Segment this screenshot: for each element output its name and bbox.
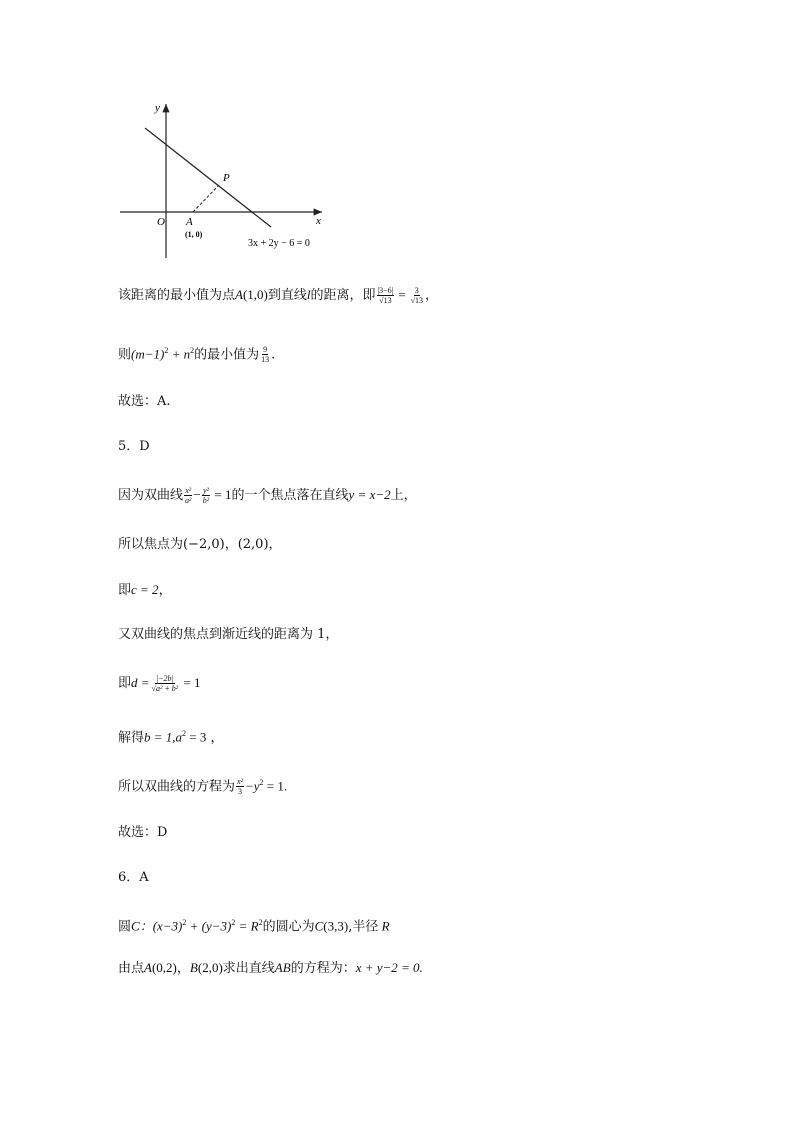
superscript: 2 — [182, 918, 187, 927]
text-line-9 — [118, 673, 200, 694]
text: 即 — [118, 583, 132, 598]
fraction — [377, 286, 395, 305]
math: AB — [274, 960, 291, 975]
text: 因为双曲线 — [118, 488, 184, 503]
superscript: 2 — [164, 346, 169, 355]
math: c = 2 — [131, 582, 159, 597]
math: = 1 — [180, 675, 201, 690]
text-line-5 — [118, 485, 417, 506]
fraction-denominator: a² — [185, 496, 192, 505]
text-line-7 — [118, 580, 172, 601]
text-line-10 — [118, 724, 224, 748]
fraction-numerator: x² — [237, 777, 243, 787]
fraction-denominator: √13 — [410, 296, 423, 305]
fraction — [184, 486, 192, 505]
superscript: 2 — [231, 918, 236, 927]
text: 的圆心为 — [262, 919, 315, 935]
math: A — [235, 287, 243, 302]
fraction-numerator: |3−6| — [377, 286, 394, 295]
text: 即 — [118, 676, 132, 691]
coordinate-figure — [0, 0, 794, 270]
text-line-8: 又双曲线的焦点到渐近线的距离为 1， — [118, 627, 339, 642]
text: ,半径 — [348, 919, 379, 935]
text: ， — [158, 583, 172, 598]
text: 的一个焦点落在直线 — [231, 488, 349, 503]
math: C — [131, 918, 140, 934]
math: d = — [131, 675, 150, 690]
math: x + y−2 = 0. — [355, 960, 423, 975]
text-line-11 — [118, 773, 287, 797]
text: 的方程为： — [290, 961, 356, 976]
math: y = x−2 — [348, 487, 391, 502]
text-line-14 — [118, 913, 390, 937]
math: l — [306, 287, 311, 302]
fraction — [151, 674, 180, 693]
superscript: 2 — [259, 778, 264, 787]
fraction — [202, 486, 210, 505]
fraction-numerator: 9 — [263, 345, 268, 355]
point-p-label: P — [223, 172, 230, 184]
text: ， — [425, 288, 439, 303]
text-line-2 — [118, 341, 275, 365]
superscript: 2 — [190, 346, 195, 355]
x-axis-label: x — [316, 215, 321, 227]
fraction-denominator: 13 — [261, 355, 270, 365]
point-a-label: A — [186, 216, 193, 228]
fraction-denominator: √13 — [379, 296, 392, 305]
math: R — [378, 918, 390, 934]
text: 求出直线 — [222, 961, 275, 976]
math: B — [189, 960, 198, 975]
origin-label: O — [157, 216, 165, 228]
math: (1,0) — [242, 287, 268, 302]
math: − — [193, 487, 201, 502]
superscript: 2 — [258, 918, 263, 927]
y-axis-label: y — [155, 102, 160, 114]
text: ， — [206, 730, 224, 746]
math: A — [144, 960, 152, 975]
text: 解得 — [118, 730, 145, 746]
math: = 3 — [186, 729, 207, 745]
math: C — [314, 918, 324, 934]
math: (m−1) — [131, 346, 165, 362]
text-line-1 — [118, 285, 438, 306]
math: = 1 — [211, 487, 232, 502]
text: 所以双曲线的方程为 — [118, 779, 236, 795]
math: = R — [235, 918, 259, 934]
perpendicular-segment — [193, 185, 219, 212]
math: + n — [168, 346, 191, 362]
fraction — [410, 286, 424, 305]
fraction-numerator: y² — [202, 486, 209, 495]
question-heading-6: 6．A — [118, 870, 149, 885]
math: = 1. — [263, 778, 288, 794]
math: (0,2) — [151, 960, 177, 975]
math: b = 1,a — [144, 729, 183, 745]
text: 的最小值为 — [194, 347, 260, 363]
question-heading-5: 5．D — [118, 439, 150, 454]
text-line-6: 所以焦点为(−2,0)，(2,0)， — [118, 537, 282, 552]
text: . — [271, 347, 276, 363]
math: (2,0) — [197, 960, 223, 975]
fraction-denominator: 3 — [237, 787, 242, 797]
text-line-12: 故选：D — [118, 825, 168, 840]
text-line-3: 故选：A. — [118, 394, 171, 409]
text: 则 — [118, 347, 132, 363]
math: ：(x−3) — [139, 918, 183, 934]
math: = — [398, 287, 406, 302]
text: 的距离，即 — [310, 288, 376, 303]
math: + (y−3) — [186, 918, 232, 934]
fraction-numerator: x² — [185, 486, 192, 495]
point-a-coord: (1, 0) — [185, 230, 203, 239]
text: 上， — [390, 488, 417, 503]
fraction-denominator: √a² + b² — [151, 684, 179, 693]
fraction-numerator: 3 — [414, 286, 419, 295]
superscript: 2 — [182, 729, 187, 738]
text: 由点 — [118, 961, 145, 976]
text: 圆 — [118, 919, 132, 935]
text-line-15 — [118, 958, 423, 979]
text: ， — [176, 961, 190, 976]
line-equation-label: 3x + 2y − 6 = 0 — [248, 238, 310, 249]
fraction — [260, 345, 270, 364]
fraction — [236, 777, 244, 796]
math: (3,3) — [323, 918, 349, 934]
math: −y — [244, 778, 260, 794]
fraction-numerator: |−2b| — [155, 674, 174, 683]
fraction-denominator: b² — [202, 496, 210, 505]
text: 到直线 — [267, 288, 307, 303]
text: 该距离的最小值为点 — [118, 288, 236, 303]
